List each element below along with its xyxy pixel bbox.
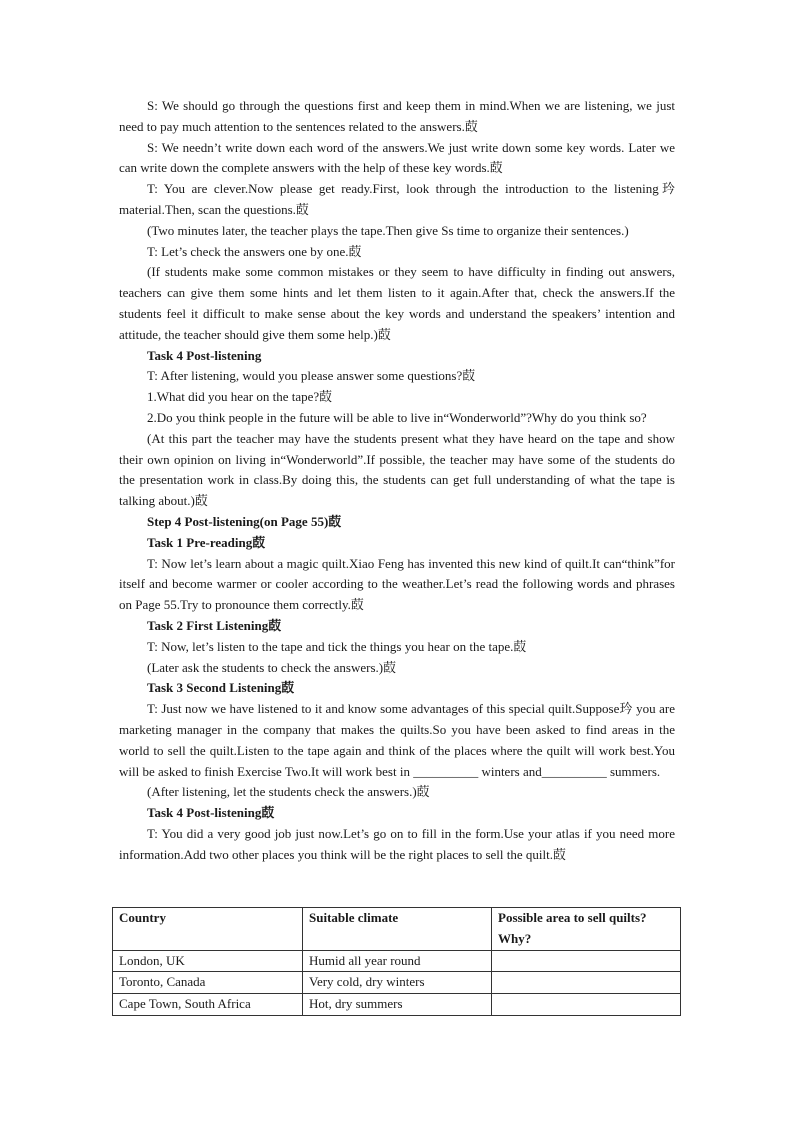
climate-cell: Humid all year round [303,950,492,972]
document-body [119,96,679,865]
climate-cell: Very cold, dry winters [303,972,492,994]
table-row [113,950,681,972]
country-cell: London, UK [113,950,303,972]
paragraph: T: Now let’s learn about a magic quilt.Xiao Feng has invented this new kind of quilt.It can“think”for itself and become warmer or cooler according to the weather.Let’s read the following words and phrases on Page 55.Try to pronounce them correctly.菣 [119,555,679,613]
paragraph: 2.Do you think people in the future will be able to live in“Wonderworld”?Why do you think so? [147,409,647,425]
country-cell: Cape Town, South Africa [113,994,303,1016]
section-heading: Task 1 Pre-reading菣 [147,534,266,550]
paragraph: T: Just now we have listened to it and know some advantages of this special quilt.Suppose玪 you are marketing manager in the company that makes the quilts.So you have been asked to find areas in the world to sell the quilt.Listen to the tape again and think of the places where the quilt will work best.You will be asked to finish Exercise Two.It will work best in __________ winters and__________ summers. [119,701,679,779]
paragraph: S: We needn’t write down each word of the answers.We just write down some key words. Later we can write down the complete answers with the help of these key words.菣 [119,139,679,176]
area-cell [492,950,681,972]
section-heading: Task 4 Post-listening菣 [147,805,275,821]
header-country: Country [113,908,303,951]
table-header-row [113,908,681,951]
paragraph: (After listening, let the students check the answers.)菣 [147,784,430,800]
header-possible-area: Possible area to sell quilts?Why? [492,908,681,951]
paragraph: S: We should go through the questions first and keep them in mind.When we are listening, we just need to pay much attention to the sentences related to the answers.菣 [119,98,679,134]
area-cell [492,972,681,994]
paragraph: (At this part the teacher may have the students present what they have heard on the tape and show their own opinion on living in“Wonderworld”.If possible, the teacher may have some of the students do the presentation work in class.By doing this, the students can get full understanding of what the tape is talking about.)菣 [119,430,679,509]
paragraph: (Later ask the students to check the answers.)菣 [147,659,397,675]
climate-cell: Hot, dry summers [303,994,492,1016]
area-cell [492,994,681,1016]
paragraph: (If students make some common mistakes or they seem to have difficulty in finding out answers, teachers can give them some hints and let them listen to it again.After that, check the answers.If the students feel it difficult to make sense about the key words and understand the speakers’ intention and attitude, the teacher should give them some help.)菣 [119,264,679,342]
paragraph: T: You are clever.Now please get ready.First, look through the introduction to the listening玪 material.Then, scan the questions.菣 [119,181,679,217]
climate-table [112,907,681,1016]
paragraph: 1.What did you hear on the tape?菣 [147,389,333,405]
section-heading: Task 4 Post-listening [147,347,262,363]
table-row [113,994,681,1016]
table-row [113,972,681,994]
paragraph: T: You did a very good job just now.Let’s go on to fill in the form.Use your atlas if you need more information.Add two other places you think will be the right places to sell the quilt.菣 [119,825,679,862]
section-heading: Step 4 Post-listening(on Page 55)菣 [147,513,342,529]
paragraph: (Two minutes later, the teacher plays the tape.Then give Ss time to organize their sentences.) [147,222,629,238]
paragraph: T: After listening, would you please answer some questions?菣 [147,368,476,384]
paragraph: T: Now, let’s listen to the tape and tick the things you hear on the tape.菣 [147,638,527,654]
section-heading: Task 3 Second Listening菣 [147,680,295,696]
section-heading: Task 2 First Listening菣 [147,617,282,633]
header-suitable-climate: Suitable climate [303,908,492,951]
country-cell: Toronto, Canada [113,972,303,994]
paragraph: T: Let’s check the answers one by one.菣 [147,243,362,259]
